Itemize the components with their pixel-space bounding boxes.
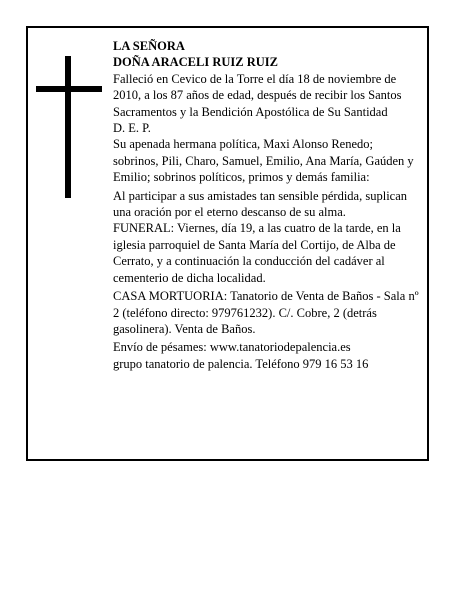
title-line-1: LA SEÑORA <box>113 39 185 53</box>
cross-icon <box>36 56 102 198</box>
dep-text: D. E. P. <box>113 121 151 136</box>
cross-horizontal-bar <box>36 86 102 92</box>
family-text: Su apenada hermana política, Maxi Alonso Renedo; sobrinos, Pili, Charo, Samuel, Emilio, Ana María, Gaúden y Emilio; sobrinos políticos, primos y demás familia: <box>113 137 414 185</box>
funeral-details: FUNERAL: Viernes, día 19, a las cuatro de la tarde, en la iglesia parroquiel de Santa María del Cortijo, de Alba de Cerrato, y a continuación la conducción del cadáver al cementerio de dicha localidad. <box>113 221 401 285</box>
prayer-request: Al participar a sus amistades tan sensible pérdida, suplican una oración por el eterno descanso de su alma. <box>113 188 408 220</box>
death-announcement: Falleció en Cevico de la Torre el día 18 de noviembre de 2010, a los 87 años de edad, después de recibir los Santos Sacramentos y la Bendición Apostólica de Su Santidad <box>113 71 402 119</box>
obituary-text <box>113 38 419 372</box>
cross-vertical-bar <box>65 56 71 198</box>
condolences-link[interactable]: Envío de pésames: www.tanatoriodepalencia.es <box>113 340 351 355</box>
group-contact: grupo tanatorio de palencia. Teléfono 979 16 53 16 <box>113 356 369 371</box>
deceased-name: DOÑA ARACELI RUIZ RUIZ <box>113 55 278 70</box>
mortuary-details: CASA MORTUORIA: Tanatorio de Venta de Baños - Sala nº 2 (teléfono directo: 979761232). C/. Cobre, 2 (detrás gasolinera). Venta de Baños. <box>113 289 419 336</box>
